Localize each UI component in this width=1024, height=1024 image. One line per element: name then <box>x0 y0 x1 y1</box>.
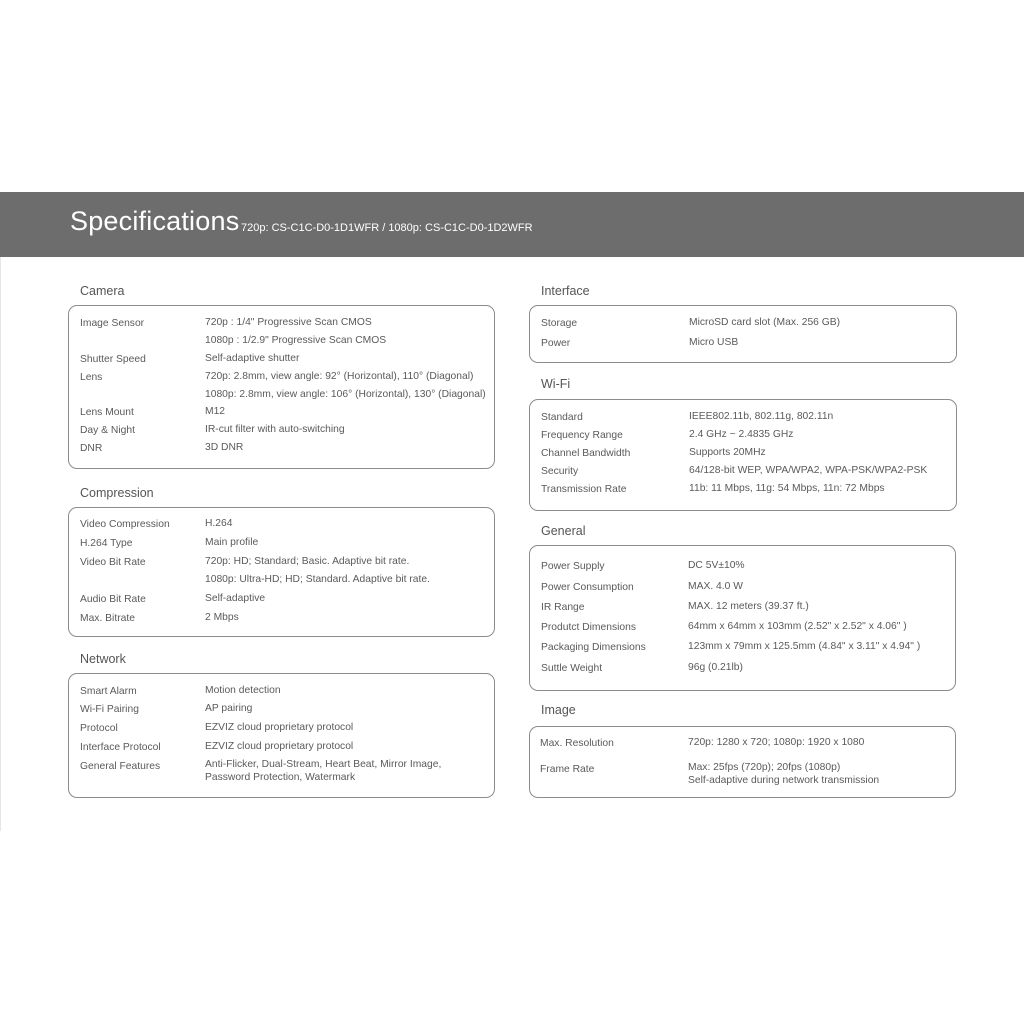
wifi-row-label: Security <box>541 466 579 477</box>
general-row-label: Packaging Dimensions <box>541 642 646 653</box>
camera-row-value: IR-cut filter with auto-switching <box>205 424 345 435</box>
wifi-row-label: Channel Bandwidth <box>541 448 631 459</box>
camera-row-value: Self-adaptive shutter <box>205 353 300 364</box>
image-row-label: Max. Resolution <box>540 738 614 749</box>
image-row-label: Frame Rate <box>540 764 595 775</box>
wifi-row-label: Standard <box>541 412 583 423</box>
camera-row-value: 1080p : 1/2.9" Progressive Scan CMOS <box>205 335 387 346</box>
wifi-row-value: 64/128-bit WEP, WPA/WPA2, WPA-PSK/WPA2-PSK <box>689 465 928 476</box>
general-row-label: IR Range <box>541 602 585 613</box>
general-row-value: 96g (0.21lb) <box>688 662 743 673</box>
model-numbers: 720p: CS-C1C-D0-1D1WFR / 1080p: CS-C1C-D0-1D2WFR <box>241 222 533 234</box>
image-section-title: Image <box>541 703 576 717</box>
general-row-label: Power Supply <box>541 561 605 572</box>
wifi-row-label: Transmission Rate <box>541 484 627 495</box>
page-edge-line <box>0 257 1 831</box>
interface-section-title: Interface <box>541 284 590 298</box>
general-row-label: Produtct Dimensions <box>541 622 636 633</box>
camera-row-value: 3D DNR <box>205 442 244 453</box>
compression-row-value: 1080p: Ultra-HD; HD; Standard. Adaptive bit rate. <box>205 574 430 585</box>
wifi-section-title: Wi-Fi <box>541 377 571 391</box>
wifi-row-value: 11b: 11 Mbps, 11g: 54 Mbps, 11n: 72 Mbps <box>689 483 885 494</box>
compression-row-label: Video Compression <box>80 519 170 530</box>
interface-row-value: Micro USB <box>689 337 739 348</box>
general-row-value: MAX. 4.0 W <box>688 581 743 592</box>
image-row-value: Max: 25fps (720p); 20fps (1080p) Self-adaptive during network transmission <box>688 762 880 786</box>
general-row-value: MAX. 12 meters (39.37 ft.) <box>688 601 809 612</box>
wifi-row-value: IEEE802.11b, 802.11g, 802.11n <box>689 411 834 422</box>
network-row-label: General Features <box>80 761 161 772</box>
compression-section-title: Compression <box>80 486 154 500</box>
camera-row-label: Lens Mount <box>80 407 134 418</box>
compression-row-value: H.264 <box>205 518 233 529</box>
camera-row-value: 720p: 2.8mm, view angle: 92° (Horizontal), 110° (Diagonal) <box>205 371 474 382</box>
general-row-value: DC 5V±10% <box>688 560 745 571</box>
network-row-value: Motion detection <box>205 685 281 696</box>
page-title: Specifications <box>70 206 240 236</box>
compression-row-value: 720p: HD; Standard; Basic. Adaptive bit rate. <box>205 556 410 567</box>
camera-row-label: Lens <box>80 372 103 383</box>
camera-row-value: M12 <box>205 406 226 417</box>
network-row-value: AP pairing <box>205 703 253 714</box>
interface-spec-box <box>529 305 957 363</box>
general-row-label: Power Consumption <box>541 582 634 593</box>
compression-row-label: H.264 Type <box>80 538 133 549</box>
interface-row-value: MicroSD card slot (Max. 256 GB) <box>689 317 841 328</box>
network-row-value: EZVIZ cloud proprietary protocol <box>205 722 354 733</box>
network-row-label: Wi-Fi Pairing <box>80 704 139 715</box>
network-row-label: Smart Alarm <box>80 686 137 697</box>
camera-row-label: DNR <box>80 443 103 454</box>
general-section-title: General <box>541 524 586 538</box>
interface-row-label: Power <box>541 338 571 349</box>
network-section-title: Network <box>80 652 126 666</box>
camera-row-value: 720p : 1/4" Progressive Scan CMOS <box>205 317 372 328</box>
interface-row-label: Storage <box>541 318 578 329</box>
camera-row-label: Image Sensor <box>80 318 145 329</box>
camera-row-label: Shutter Speed <box>80 354 146 365</box>
specifications-banner <box>0 192 1024 257</box>
image-row-value: 720p: 1280 x 720; 1080p: 1920 x 1080 <box>688 737 865 748</box>
compression-row-value: 2 Mbps <box>205 612 239 623</box>
camera-row-value: 1080p: 2.8mm, view angle: 106° (Horizontal), 130° (Diagonal) <box>205 389 486 400</box>
compression-row-label: Video Bit Rate <box>80 557 146 568</box>
general-row-value: 123mm x 79mm x 125.5mm (4.84" x 3.11" x 4.94" ) <box>688 641 921 652</box>
compression-row-value: Main profile <box>205 537 259 548</box>
compression-row-label: Max. Bitrate <box>80 613 135 624</box>
general-row-label: Suttle Weight <box>541 663 603 674</box>
wifi-row-value: 2.4 GHz ~ 2.4835 GHz <box>689 429 794 440</box>
wifi-row-label: Frequency Range <box>541 430 623 441</box>
camera-section-title: Camera <box>80 284 125 298</box>
network-row-value: Anti-Flicker, Dual-Stream, Heart Beat, Mirror Image, Password Protection, Watermark <box>205 759 442 783</box>
compression-row-label: Audio Bit Rate <box>80 594 146 605</box>
camera-row-label: Day & Night <box>80 425 135 436</box>
network-row-label: Interface Protocol <box>80 742 161 753</box>
general-row-value: 64mm x 64mm x 103mm (2.52" x 2.52" x 4.06" ) <box>688 621 907 632</box>
network-row-label: Protocol <box>80 723 118 734</box>
network-row-value: EZVIZ cloud proprietary protocol <box>205 741 354 752</box>
compression-row-value: Self-adaptive <box>205 593 266 604</box>
wifi-row-value: Supports 20MHz <box>689 447 766 458</box>
